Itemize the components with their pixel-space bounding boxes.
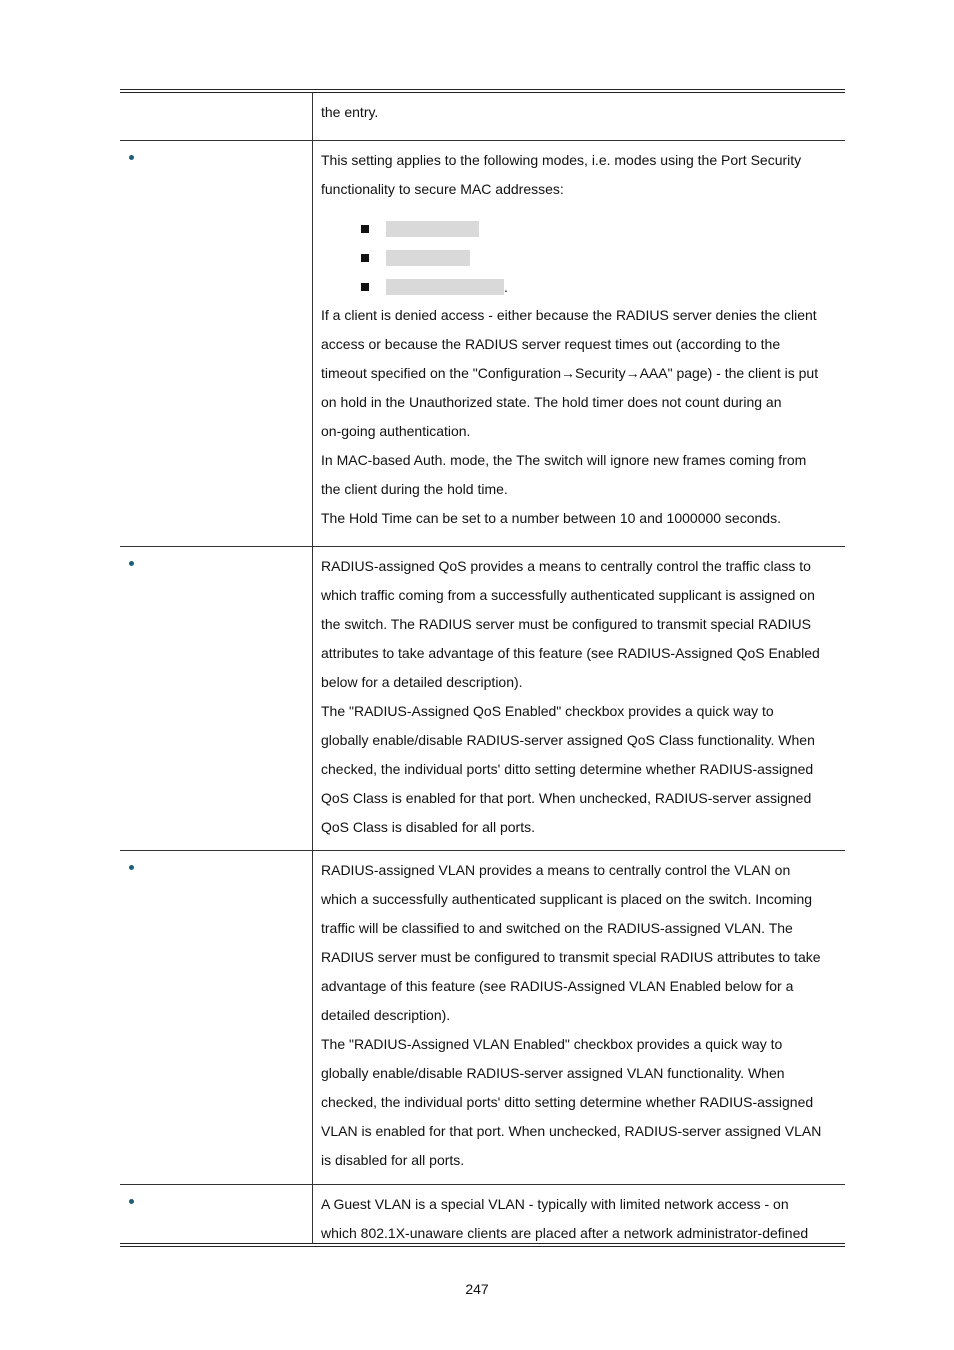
description-line: on hold in the Unauthorized state. The hold timer does not count during an [321, 394, 782, 410]
description-line: If a client is denied access - either because the RADIUS server denies the client [321, 307, 817, 323]
description-line: globally enable/disable RADIUS-server assigned VLAN functionality. When [321, 1065, 785, 1081]
description-line: This setting applies to the following modes, i.e. modes using the Port Security [321, 152, 802, 168]
description-line: The "RADIUS-Assigned VLAN Enabled" checkbox provides a quick way to [321, 1036, 783, 1052]
table-row [120, 546, 845, 850]
description-cell [313, 547, 845, 850]
description-line: the switch. The RADIUS server must be configured to transmit special RADIUS [321, 616, 811, 632]
bullet-icon [129, 561, 134, 566]
description-line: traffic will be classified to and switched on the RADIUS-assigned VLAN. The [321, 920, 793, 936]
description-line: detailed description). [321, 1007, 451, 1023]
description-line: which traffic coming from a successfully authenticated supplicant is assigned on [321, 587, 815, 603]
list-item [361, 214, 839, 243]
description-line: timeout specified on the "Configuration→Security→AAA" page) - the client is put [321, 365, 819, 381]
description-cell [313, 141, 845, 546]
table-row [120, 1184, 845, 1243]
description-line: The "RADIUS-Assigned QoS Enabled" checkbox provides a quick way to [321, 703, 774, 719]
description-line: RADIUS-assigned VLAN provides a means to centrally control the VLAN on [321, 862, 791, 878]
square-bullet-icon [361, 283, 369, 291]
description-line: RADIUS-assigned QoS provides a means to centrally control the traffic class to [321, 558, 811, 574]
bullet-icon [129, 155, 134, 160]
description-line: access or because the RADIUS server request times out (according to the [321, 336, 781, 352]
description-line: QoS Class is disabled for all ports. [321, 819, 535, 835]
description-line: globally enable/disable RADIUS-server assigned QoS Class functionality. When [321, 732, 815, 748]
description-line: advantage of this feature (see RADIUS-Assigned VLAN Enabled below for a [321, 978, 794, 994]
description-line: checked, the individual ports' ditto setting determine whether RADIUS-assigned [321, 1094, 814, 1110]
mode-list [321, 214, 839, 301]
description-line: the entry. [321, 104, 379, 120]
bullet-icon [129, 865, 134, 870]
table-row [120, 850, 845, 1184]
description-line: on-going authentication. [321, 423, 471, 439]
parameter-cell [120, 547, 313, 850]
description-line: The Hold Time can be set to a number between 10 and 1000000 seconds. [321, 510, 781, 526]
description-cell [313, 93, 845, 140]
description-cell [313, 851, 845, 1184]
parameter-cell [120, 93, 313, 140]
redacted-mode-name [386, 221, 479, 237]
page-number: 247 [465, 1281, 489, 1297]
description-line: is disabled for all ports. [321, 1152, 465, 1168]
table-row [120, 140, 845, 546]
description-line: functionality to secure MAC addresses: [321, 181, 564, 197]
square-bullet-icon [361, 225, 369, 233]
list-item [361, 272, 839, 301]
redacted-mode-name [386, 250, 470, 266]
description-line: below for a detailed description). [321, 674, 523, 690]
description-line: which a successfully authenticated supplicant is placed on the switch. Incoming [321, 891, 813, 907]
description-line: attributes to take advantage of this feature (see RADIUS-Assigned QoS Enabled [321, 645, 820, 661]
description-line: QoS Class is enabled for that port. When unchecked, RADIUS-server assigned [321, 790, 812, 806]
description-cell [313, 1185, 845, 1243]
description-line: VLAN is enabled for that port. When unchecked, RADIUS-server assigned VLAN [321, 1123, 822, 1139]
table-row [120, 93, 845, 140]
mode-suffix: . [504, 278, 508, 295]
redacted-mode-name [386, 279, 504, 295]
parameter-cell [120, 1185, 313, 1243]
description-line: checked, the individual ports' ditto setting determine whether RADIUS-assigned [321, 761, 814, 777]
description-line: the client during the hold time. [321, 481, 508, 497]
description-line: which 802.1X-unaware clients are placed after a network administrator-defined [321, 1225, 809, 1241]
square-bullet-icon [361, 254, 369, 262]
bullet-icon [129, 1199, 134, 1204]
list-item [361, 243, 839, 272]
description-line: A Guest VLAN is a special VLAN - typically with limited network access - on [321, 1196, 789, 1212]
description-line: In MAC-based Auth. mode, the The switch will ignore new frames coming from [321, 452, 807, 468]
parameter-cell [120, 141, 313, 546]
description-line: RADIUS server must be configured to transmit special RADIUS attributes to take [321, 949, 821, 965]
parameter-table [120, 89, 845, 1247]
parameter-cell [120, 851, 313, 1184]
